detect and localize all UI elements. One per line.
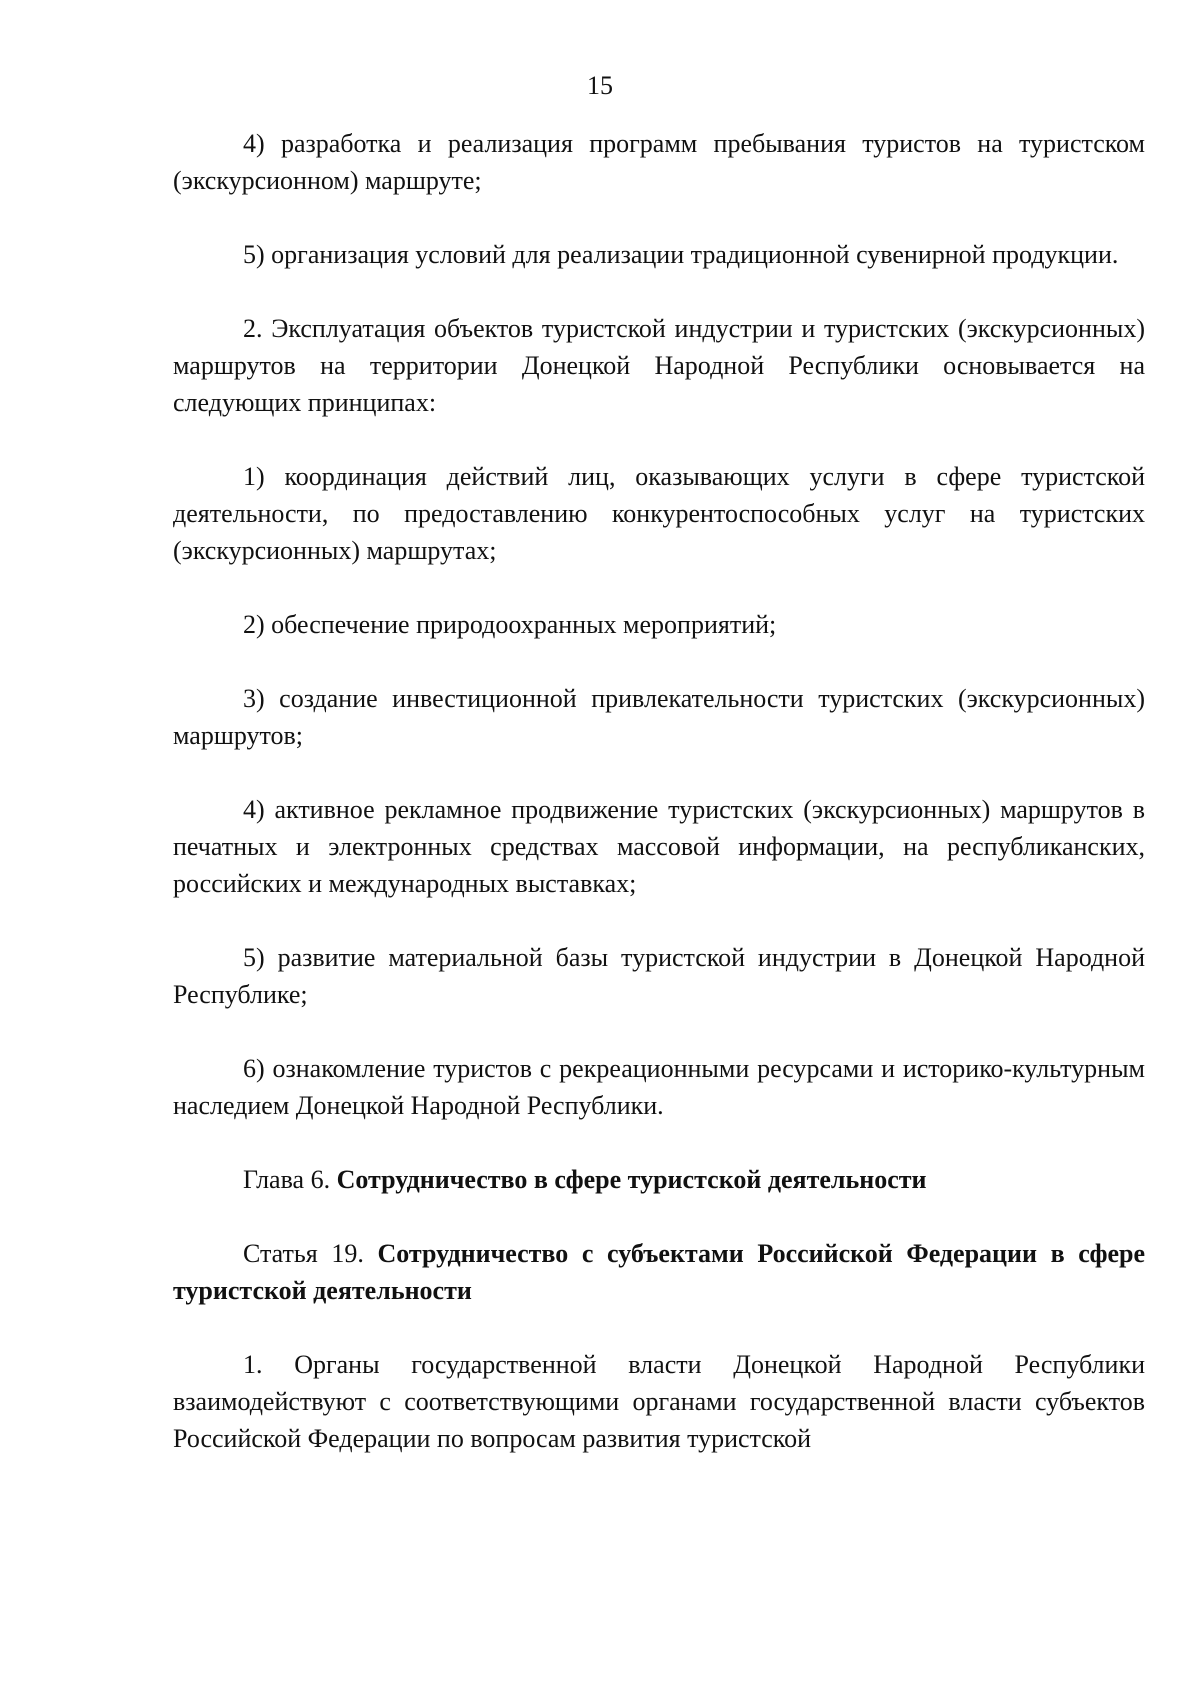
document-body [173, 125, 1145, 1457]
article-heading [173, 1235, 1145, 1309]
principle-item-2: 2) обеспечение природоохранных мероприятий; [243, 610, 777, 639]
page-number: 15 [587, 71, 613, 100]
principle-item-5: 5) развитие материальной базы туристской индустрии в Донецкой Народной Республике; [173, 943, 1145, 1009]
principle-item-6: 6) ознакомление туристов с рекреационными ресурсами и историко-культурным наследием Донецкой Народной Республики. [173, 1054, 1145, 1120]
article-title: Сотрудничество с субъектами Российской Федерации в сфере туристской деятельности [173, 1239, 1145, 1305]
principle-item-3: 3) создание инвестиционной привлекательности туристских (экскурсионных) маршрутов; [173, 684, 1145, 750]
principle-item-1: 1) координация действий лиц, оказывающих услуги в сфере туристской деятельности, по предоставлению конкурентоспособных услуг на туристских (экскурсионных) маршрутах; [173, 462, 1145, 565]
chapter-heading [173, 1161, 1145, 1198]
article-clause-1: 1. Органы государственной власти Донецкой Народной Республики взаимодействуют с соответствующими органами государственной власти субъектов Российской Федерации по вопросам развития туристской [173, 1350, 1145, 1453]
chapter-prefix: Глава 6. [243, 1165, 337, 1194]
clause-2-principles: 2. Эксплуатация объектов туристской индустрии и туристских (экскурсионных) маршрутов на территории Донецкой Народной Республики основывается на следующих принципах: [173, 314, 1145, 417]
article-prefix: Статья 19. [243, 1239, 378, 1268]
chapter-title: Сотрудничество в сфере туристской деятельности [336, 1165, 927, 1194]
principle-item-4: 4) активное рекламное продвижение туристских (экскурсионных) маршрутов в печатных и электронных средствах массовой информации, на республиканских, российских и международных выставках; [173, 795, 1145, 898]
list-item-5-souvenirs: 5) организация условий для реализации традиционной сувенирной продукции. [243, 240, 1119, 269]
list-item-4-programs: 4) разработка и реализация программ пребывания туристов на туристском (экскурсионном) маршруте; [173, 129, 1145, 195]
